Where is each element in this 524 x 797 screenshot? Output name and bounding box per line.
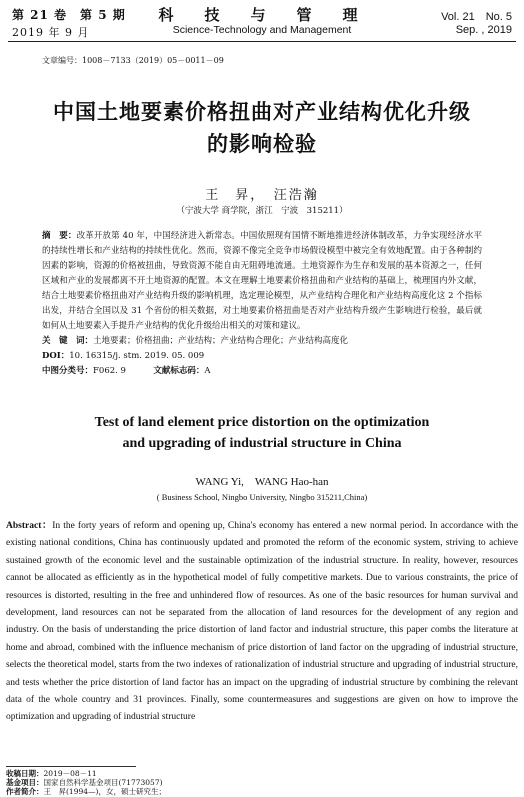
header-rule xyxy=(8,41,516,42)
cn-class-label: 中图分类号： xyxy=(42,366,94,376)
journal-title-cn: 科 技 与 管 理 xyxy=(158,6,366,24)
volume-issue-cn: 第 21 卷 第 5 期 xyxy=(12,8,126,22)
volume-issue-en: Vol. 21 No. 5 xyxy=(441,11,512,23)
cn-keywords xyxy=(42,334,482,349)
cn-abstract-block xyxy=(42,229,482,379)
received-label: 收稿日期： xyxy=(6,769,44,778)
cn-doi-label: DOI： xyxy=(42,351,70,361)
en-title-line-2: and upgrading of industrial structure in China xyxy=(122,436,402,451)
article-number: 文章编号：1008－7133（2019）05－0011－09 xyxy=(42,56,224,65)
en-title-line-1: Test of land element price distortion on the optimization xyxy=(94,415,430,430)
cn-keywords-label: 关 键 词： xyxy=(42,336,94,346)
cn-class-value: F062. 9 xyxy=(93,366,126,376)
en-authors: WANG Yi, WANG Hao-han xyxy=(195,476,329,488)
cn-doi xyxy=(42,349,482,364)
date-en: Sep. , 2019 xyxy=(455,24,512,36)
en-abstract-text: In the forty years of reform and opening up, China's economy has entered a new normal period. In accordance with the existing national conditions, China has continuously updated and promoted the reform of the economic system, striving to achieve sustained growth of the economic level and the sustainable optimization of the industrial structure. In reality, however, resources cannot be allocated as efficiently as in the hypothetical model of fully competitive markets. Due to various constraints, the price of resources is distorted, resulting in the free and unhindered flow of resources. As one of the basic resources for human survival and development, land resources can not be separated from the allocation of land resources for the development of any region and industry. On the basis of understanding the price distortion of land factor and industrial structure, this paper combs the literature at home and abroad, combined with the influence mechanism of price distortion of land factor on the upgrading of industrial structure, selects the theoretical model, starts from the two indexes of rationalization of industrial structure and upgrading of industrial structure, and tests whether the price distortion of land factor has an impact on the upgrading of industrial structure by combining the relevant data of the whole country and 31 provinces. Finally, some countermeasures and suggestions are given on how to improve the optimization and upgrading of industrial structure xyxy=(6,521,519,723)
en-abstract xyxy=(6,518,518,727)
received-value: 2019－08－11 xyxy=(43,769,97,778)
cn-title-line-2: 的影响检验 xyxy=(207,132,317,156)
fund-value: 国家自然科学基金项目(71773057) xyxy=(43,778,163,787)
cn-abstract-text: 改革开放第 40 年，中国经济进入新常态。中国依照现有国情不断地推进经济体制改革，力争实现经济水平的持续性增长和产业结构的持续性优化。然而，资源不像完全竞争市场假设模型中被完全有效地配置。由于各种制约因素的影响，资源的价格被扭曲，导致资源不能自由无阻碍地流通。土地资源作为生存和发展的基本资源之一，任何区域和产业的发展都离不开土地资源的配置。本文在理解土地要素价格扭曲和产业结构的基础上，梳理国内外文献，结合土地要素价格扭曲对产业结构升级的影响机理，选定理论模型，从产业结构合理化和产业结构高度化这 2 个指标出发，并结合全国以及 31 个省份的相关数据，对土地要素价格扭曲是否对产业结构升级产生影响进行检验，最后就如何从土地要素入手提升产业结构的优化升级给出相关的对策和建议。 xyxy=(42,231,482,331)
cn-classification xyxy=(42,364,482,379)
journal-title-en: Science-Technology and Management xyxy=(172,24,352,36)
cn-abstract-label: 摘 要： xyxy=(42,231,77,241)
en-abstract-label: Abstract： xyxy=(6,521,53,531)
cn-doc-label: 文献标志码： xyxy=(153,366,205,376)
cn-keywords-text: 土地要素；价格扭曲；产业结构；产业结构合理化；产业结构高度化 xyxy=(93,336,349,346)
footnote-author xyxy=(6,786,166,797)
fund-label: 基金项目： xyxy=(6,778,44,787)
footnote-rule xyxy=(6,766,136,767)
cn-title-line-1: 中国土地要素价格扭曲对产业结构优化升级 xyxy=(53,100,471,124)
en-affiliation: ( Business School, Ningbo University, Ningbo 315211,China) xyxy=(156,492,368,502)
cn-abstract xyxy=(42,229,482,334)
author1-value: 王 昇(1994—)，女，硕士研究生； xyxy=(43,787,166,796)
cn-authors: 王 昇， 汪浩瀚 xyxy=(205,188,319,203)
cn-doc-value: A xyxy=(204,366,211,376)
author-label: 作者简介： xyxy=(6,787,44,796)
cn-doi-value: 10. 16315/j. stm. 2019. 05. 009 xyxy=(69,351,205,361)
date-cn: 2019 年 9 月 xyxy=(12,26,90,39)
cn-affiliation: （宁波大学 商学院，浙江 宁波 315211） xyxy=(176,206,348,216)
